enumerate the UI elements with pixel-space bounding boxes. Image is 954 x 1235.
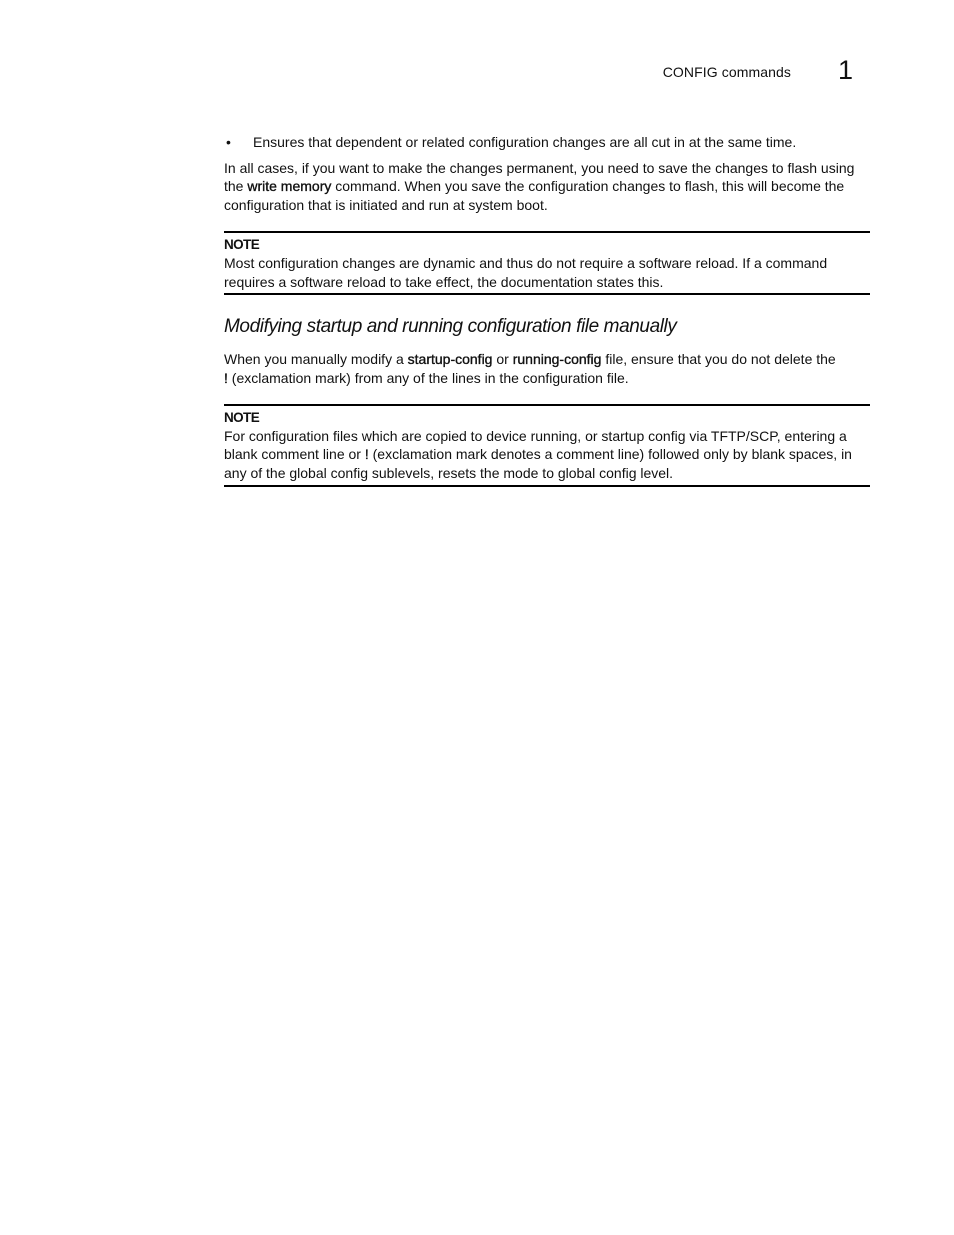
paragraph-text: or bbox=[492, 351, 513, 368]
paragraph-manual-modify bbox=[224, 350, 870, 387]
bullet-text: Ensures that dependent or related configuration changes are all cut in at the same time. bbox=[253, 134, 797, 150]
note-text: Most configuration changes are dynamic and thus do not require a software reload. If a command requires a software reload to take effect, the documentation states this. bbox=[224, 254, 828, 290]
note-text bbox=[224, 427, 870, 483]
note-block-comment-line bbox=[224, 404, 870, 487]
write-memory-command: write memory bbox=[247, 178, 332, 195]
note-text-part: For configuration files which are copied to device running, or startup config via TFTP/SCP, entering a blank comment line or bbox=[224, 427, 847, 463]
section-heading: Modifying startup and running configuration file manually bbox=[224, 316, 677, 338]
paragraph-text: When you manually modify a bbox=[224, 351, 408, 368]
paragraph-text: In all cases, if you want to make the changes permanent, you need to save the changes to flash using the bbox=[224, 159, 855, 195]
paragraph-text: file, ensure that you do not delete the bbox=[601, 351, 836, 368]
paragraph-text: (exclamation mark) from any of the lines in the configuration file. bbox=[227, 369, 629, 386]
note-label: NOTE bbox=[224, 409, 260, 425]
bullet-item bbox=[224, 133, 870, 152]
bullet-icon: • bbox=[226, 134, 231, 150]
exclamation-mark-command: ! bbox=[364, 446, 369, 463]
note-label: NOTE bbox=[224, 236, 260, 252]
note-text-part: (exclamation mark denotes a comment line) followed only by blank spaces, in any of the global config sublevels, resets the mode to global config level. bbox=[224, 446, 852, 482]
paragraph-text: command. When you save the configuration changes to flash, this will become the configuration that is initiated and run at system boot. bbox=[224, 178, 845, 214]
chapter-number: 1 bbox=[838, 55, 854, 85]
page-content bbox=[224, 133, 870, 487]
running-config-command: running-config bbox=[512, 351, 602, 368]
startup-config-command: startup-config bbox=[407, 351, 493, 368]
exclamation-mark-command: ! bbox=[224, 369, 228, 386]
running-head: CONFIG commands bbox=[662, 64, 791, 80]
note-block-dynamic-changes bbox=[224, 231, 870, 295]
paragraph-permanent-changes bbox=[224, 159, 870, 215]
